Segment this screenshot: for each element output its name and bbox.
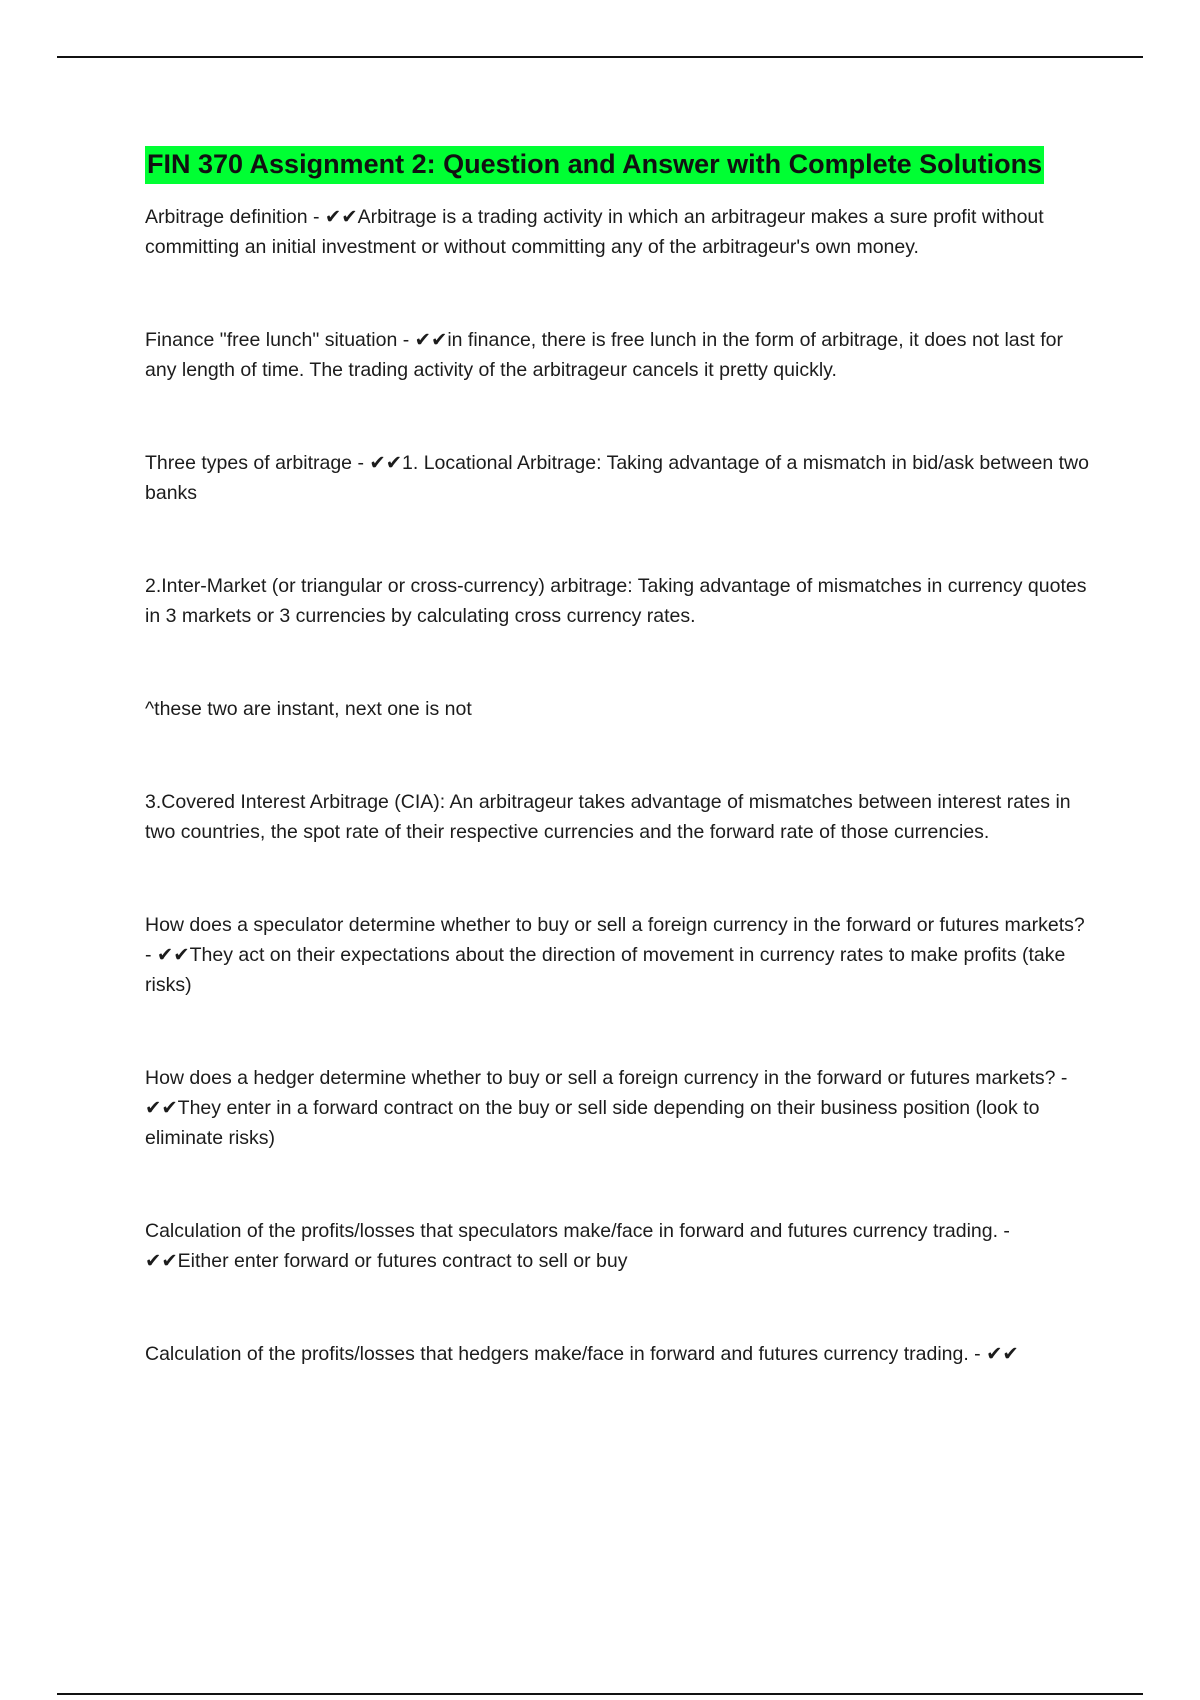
qa-three-types: Three types of arbitrage - ✔✔1. Locational Arbitrage: Taking advantage of a mismatch in bid/ask between two banks bbox=[145, 452, 1089, 504]
qa-covered-interest: 3.Covered Interest Arbitrage (CIA): An arbitrageur takes advantage of mismatches between interest rates in two countries, the spot rate of their respective currencies and the forward rate of those currencies. bbox=[145, 791, 1071, 843]
qa-arbitrage-definition: Arbitrage definition - ✔✔Arbitrage is a trading activity in which an arbitrageur makes a sure profit without committing an initial investment or without committing any of the arbitrageur's own money. bbox=[145, 206, 1044, 258]
qa-instant-note: ^these two are instant, next one is not bbox=[145, 698, 472, 720]
top-rule bbox=[57, 56, 1143, 58]
qa-hedger: How does a hedger determine whether to buy or sell a foreign currency in the forward or futures markets? - ✔✔They enter in a forward contract on the buy or sell side depending on their business position (look to eliminate risks) bbox=[145, 1067, 1068, 1149]
document-title: FIN 370 Assignment 2: Question and Answer with Complete Solutions bbox=[145, 146, 1044, 184]
qa-speculator-profits: Calculation of the profits/losses that speculators make/face in forward and futures currency trading. - ✔✔Either enter forward or futures contract to sell or buy bbox=[145, 1220, 1010, 1272]
qa-hedger-profits: Calculation of the profits/losses that hedgers make/face in forward and futures currency trading. - ✔✔ bbox=[145, 1343, 1019, 1365]
qa-speculator: How does a speculator determine whether to buy or sell a foreign currency in the forward or futures markets? - ✔✔They act on their expectations about the direction of movement in currency rates to make profits (take risks) bbox=[145, 914, 1085, 996]
qa-free-lunch: Finance "free lunch" situation - ✔✔in finance, there is free lunch in the form of arbitrage, it does not last for any length of time. The trading activity of the arbitrageur cancels it pretty quickly. bbox=[145, 329, 1063, 381]
bottom-rule bbox=[57, 1693, 1143, 1695]
qa-inter-market: 2.Inter-Market (or triangular or cross-currency) arbitrage: Taking advantage of mismatches in currency quotes in 3 markets or 3 currencies by calculating cross currency rates. bbox=[145, 575, 1087, 627]
document-body bbox=[145, 146, 1095, 1369]
